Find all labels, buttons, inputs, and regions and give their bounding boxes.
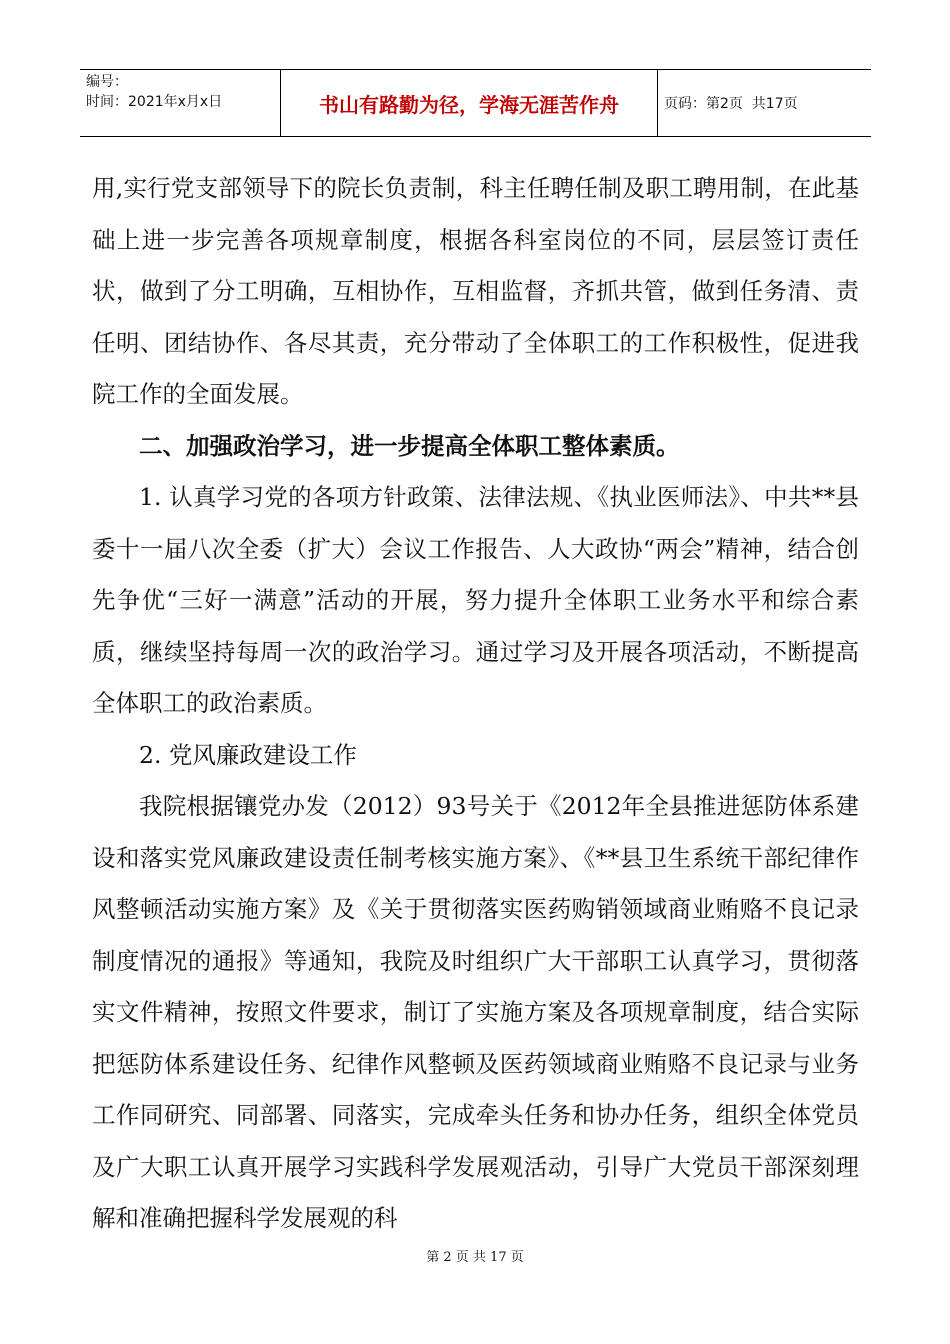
- section-heading: 二、加强政治学习，进一步提高全体职工整体素质。: [139, 431, 680, 460]
- body-paragraph: 我院根据镶党办发（2012）93号关于《2012年全县推进惩防体系建设和落实党风廉政建设责任制考核实施方案》、《**县卫生系统干部纪律作风整顿活动实施方案》及《关于贯彻落实医药购销领域商业贿赂不良记录制度情况的通报》等通知，我院及时组织广大干部职工认真学习，贯彻落实文件精神，按照文件要求，制订了实施方案及各项规章制度，结合实际把惩防体系建设任务、纪律作风整顿及医药领域商业贿赂不良记录与业务工作同研究、同部署、同落实，完成牵头任务和协办任务，组织全体党员及广大职工认真开展学习实践科学发展观活动，引导广大党员干部深刻理解和准确把握科学发展观的科: [92, 792, 859, 1232]
- document-time-label: 时间：2021年x月x日: [86, 94, 223, 110]
- subsection-heading: 2. 党风廉政建设工作: [139, 740, 357, 769]
- page-footer: 第 2 页 共 17 页: [426, 1250, 524, 1265]
- body-paragraph: 用,实行党支部领导下的院长负责制，科主任聘任制及职工聘用制，在此基础上进一步完善各项规章制度，根据各科室岗位的不同，层层签订责任状，做到了分工明确，互相协作，互相监督，齐抓共管，做到任务清、责任明、团结协作、各尽其责，充分带动了全体职工的工作积极性，促进我院工作的全面发展。: [92, 174, 859, 408]
- body-paragraph: 1. 认真学习党的各项方针政策、法律法规、《执业医师法》、中共**县委十一届八次全委（扩大）会议工作报告、人大政协“两会”精神，结合创先争优“三好一满意”活动的开展，努力提升全体职工业务水平和综合素质，继续坚持每周一次的政治学习。通过学习及开展各项活动，不断提高全体职工的政治素质。: [92, 483, 859, 717]
- document-body: [92, 163, 859, 1245]
- page-header: [80, 69, 871, 137]
- header-info-cell: [80, 70, 281, 136]
- header-motto: 书山有路勤为径，学海无涯苦作舟: [281, 70, 658, 136]
- header-page-cell: [658, 70, 871, 136]
- header-page-label: 页码：第2页 共17页: [664, 96, 798, 112]
- document-number-label: 编号：: [86, 74, 128, 90]
